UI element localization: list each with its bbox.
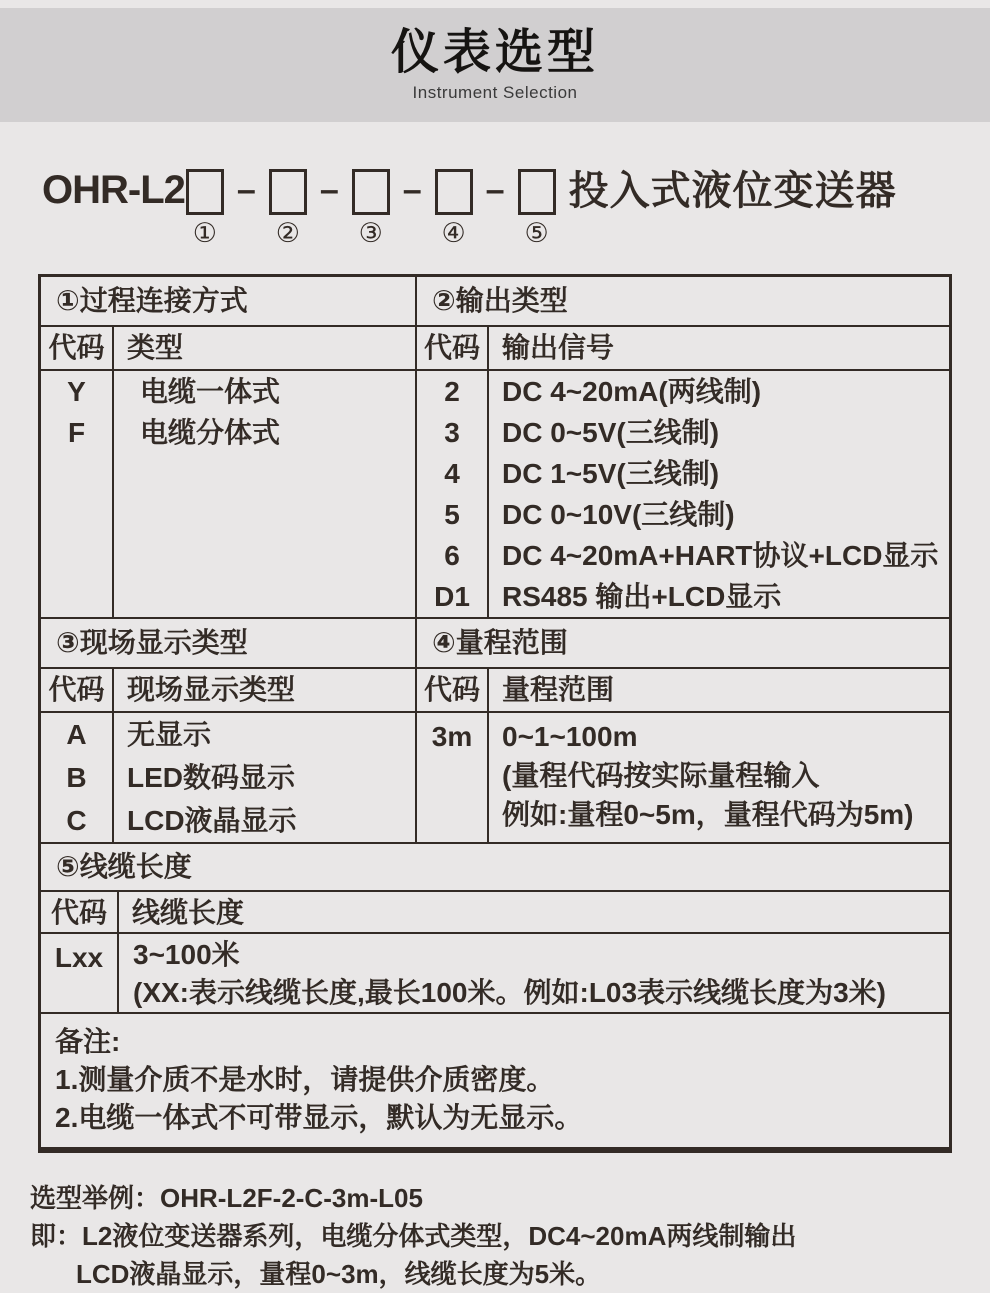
model-prefix: OHR-L2	[42, 168, 185, 212]
circled-number-2: ②	[275, 218, 300, 248]
column-header-row-1-2	[41, 325, 949, 369]
model-dash: –	[485, 171, 505, 209]
column-header-row-5	[41, 890, 949, 932]
circled-number-4: ④	[441, 218, 466, 248]
selection-table	[38, 274, 952, 1153]
section-header-row-1-2	[41, 277, 949, 325]
model-slot-box-5	[518, 169, 556, 215]
model-slot-box-2	[269, 169, 307, 215]
s2-row-value: DC 4~20mA+HART协议+LCD显示	[502, 540, 939, 571]
s4-range-line3: 例如:量程0~5m，量程代码为5m)	[502, 799, 914, 830]
body-row-5	[41, 932, 949, 1012]
s4-range-line1: 0~1~100m	[502, 721, 638, 752]
s2-row-value: DC 0~10V(三线制)	[502, 499, 735, 530]
example-description-line1: 即：L2液位变送器系列，电缆分体式类型，DC4~20mA两线制输出	[30, 1221, 797, 1251]
s1-row-code: Y	[67, 376, 86, 407]
s3-row-value: 无显示	[127, 719, 212, 750]
s1-col-code: 代码	[48, 332, 105, 363]
section-header-row-5	[41, 842, 949, 890]
s2-row-code: D1	[434, 581, 470, 612]
section4-title: ④量程范围	[415, 619, 949, 667]
s5-cable-code: Lxx	[54, 942, 104, 973]
s1-row-value: 电缆分体式	[140, 417, 281, 448]
s5-cable-line2: (XX:表示线缆长度,最长100米。例如:L03表示线缆长度为3米)	[133, 977, 886, 1008]
section1-title: ①过程连接方式	[56, 285, 248, 316]
note-item-1: 1.测量介质不是水时，请提供介质密度。	[55, 1064, 555, 1095]
model-dash: –	[402, 171, 422, 209]
circled-number-3: ③	[358, 218, 383, 248]
s3-col-code: 代码	[48, 674, 105, 705]
model-slot-3	[352, 166, 390, 248]
model-slot-box-3	[352, 169, 390, 215]
page-title: 仪表选型	[390, 26, 599, 80]
s5-col-value: 线缆长度	[117, 892, 949, 934]
column-header-row-3-4	[41, 667, 949, 711]
body-row-3-4	[41, 711, 949, 842]
section3-title: ③现场显示类型	[56, 627, 248, 658]
s1-col-value: 类型	[112, 327, 415, 369]
s2-row-code: 6	[444, 540, 460, 571]
circled-number-1: ①	[192, 218, 217, 248]
section5-title: ⑤线缆长度	[56, 851, 192, 882]
notes-block	[41, 1012, 949, 1147]
page-subtitle: Instrument Selection	[412, 82, 578, 102]
s4-col-code: 代码	[423, 674, 480, 705]
s1-row-code: F	[67, 417, 86, 448]
s5-col-code: 代码	[50, 897, 107, 928]
s4-range-code: 3m	[431, 721, 473, 752]
s2-row-value: DC 0~5V(三线制)	[502, 417, 720, 448]
s2-row-code: 3	[444, 417, 460, 448]
example-model-line: 选型举例：OHR-L2F-2-C-3m-L05	[30, 1183, 423, 1213]
s3-row-code: C	[66, 805, 87, 836]
body-row-1-2	[41, 369, 949, 617]
model-suffix: 投入式液位变送器	[568, 169, 897, 213]
notes-title: 备注:	[55, 1026, 121, 1057]
s5-cable-line1: 3~100米	[133, 939, 240, 970]
section-header-row-3-4	[41, 617, 949, 667]
s2-col-value: 输出信号	[487, 327, 949, 369]
model-slot-box-4	[435, 169, 473, 215]
s1-row-value: 电缆一体式	[140, 376, 281, 407]
model-slot-1	[186, 166, 224, 248]
s2-row-code: 5	[444, 499, 460, 530]
model-slot-5	[518, 166, 556, 248]
s2-col-code: 代码	[423, 332, 480, 363]
s4-range-line2: (量程代码按实际量程输入	[502, 760, 820, 791]
model-slot-box-1	[186, 169, 224, 215]
model-slot-2	[269, 166, 307, 248]
s3-col-value: 现场显示类型	[112, 669, 415, 711]
s2-row-value: RS485 输出+LCD显示	[502, 581, 782, 612]
s4-col-value: 量程范围	[487, 669, 949, 711]
example-description-line2: LCD液晶显示，量程0~3m，线缆长度为5米。	[76, 1259, 602, 1289]
section2-title: ②输出类型	[415, 277, 949, 325]
s3-row-code: B	[66, 762, 87, 793]
s2-row-value: DC 4~20mA(两线制)	[502, 376, 762, 407]
note-item-2: 2.电缆一体式不可带显示，默认为无显示。	[55, 1102, 583, 1133]
s2-row-code: 4	[444, 458, 460, 489]
circled-number-5: ⑤	[524, 218, 549, 248]
title-banner	[0, 8, 990, 122]
model-dash: –	[236, 171, 256, 209]
selection-example	[30, 1179, 990, 1293]
model-dash: –	[319, 171, 339, 209]
s2-row-code: 2	[444, 376, 460, 407]
s2-row-value: DC 1~5V(三线制)	[502, 458, 720, 489]
model-code-line	[42, 166, 990, 248]
s3-row-code: A	[66, 719, 87, 750]
s3-row-value: LED数码显示	[127, 762, 296, 793]
s3-row-value: LCD液晶显示	[127, 805, 297, 836]
model-slot-4	[435, 166, 473, 248]
